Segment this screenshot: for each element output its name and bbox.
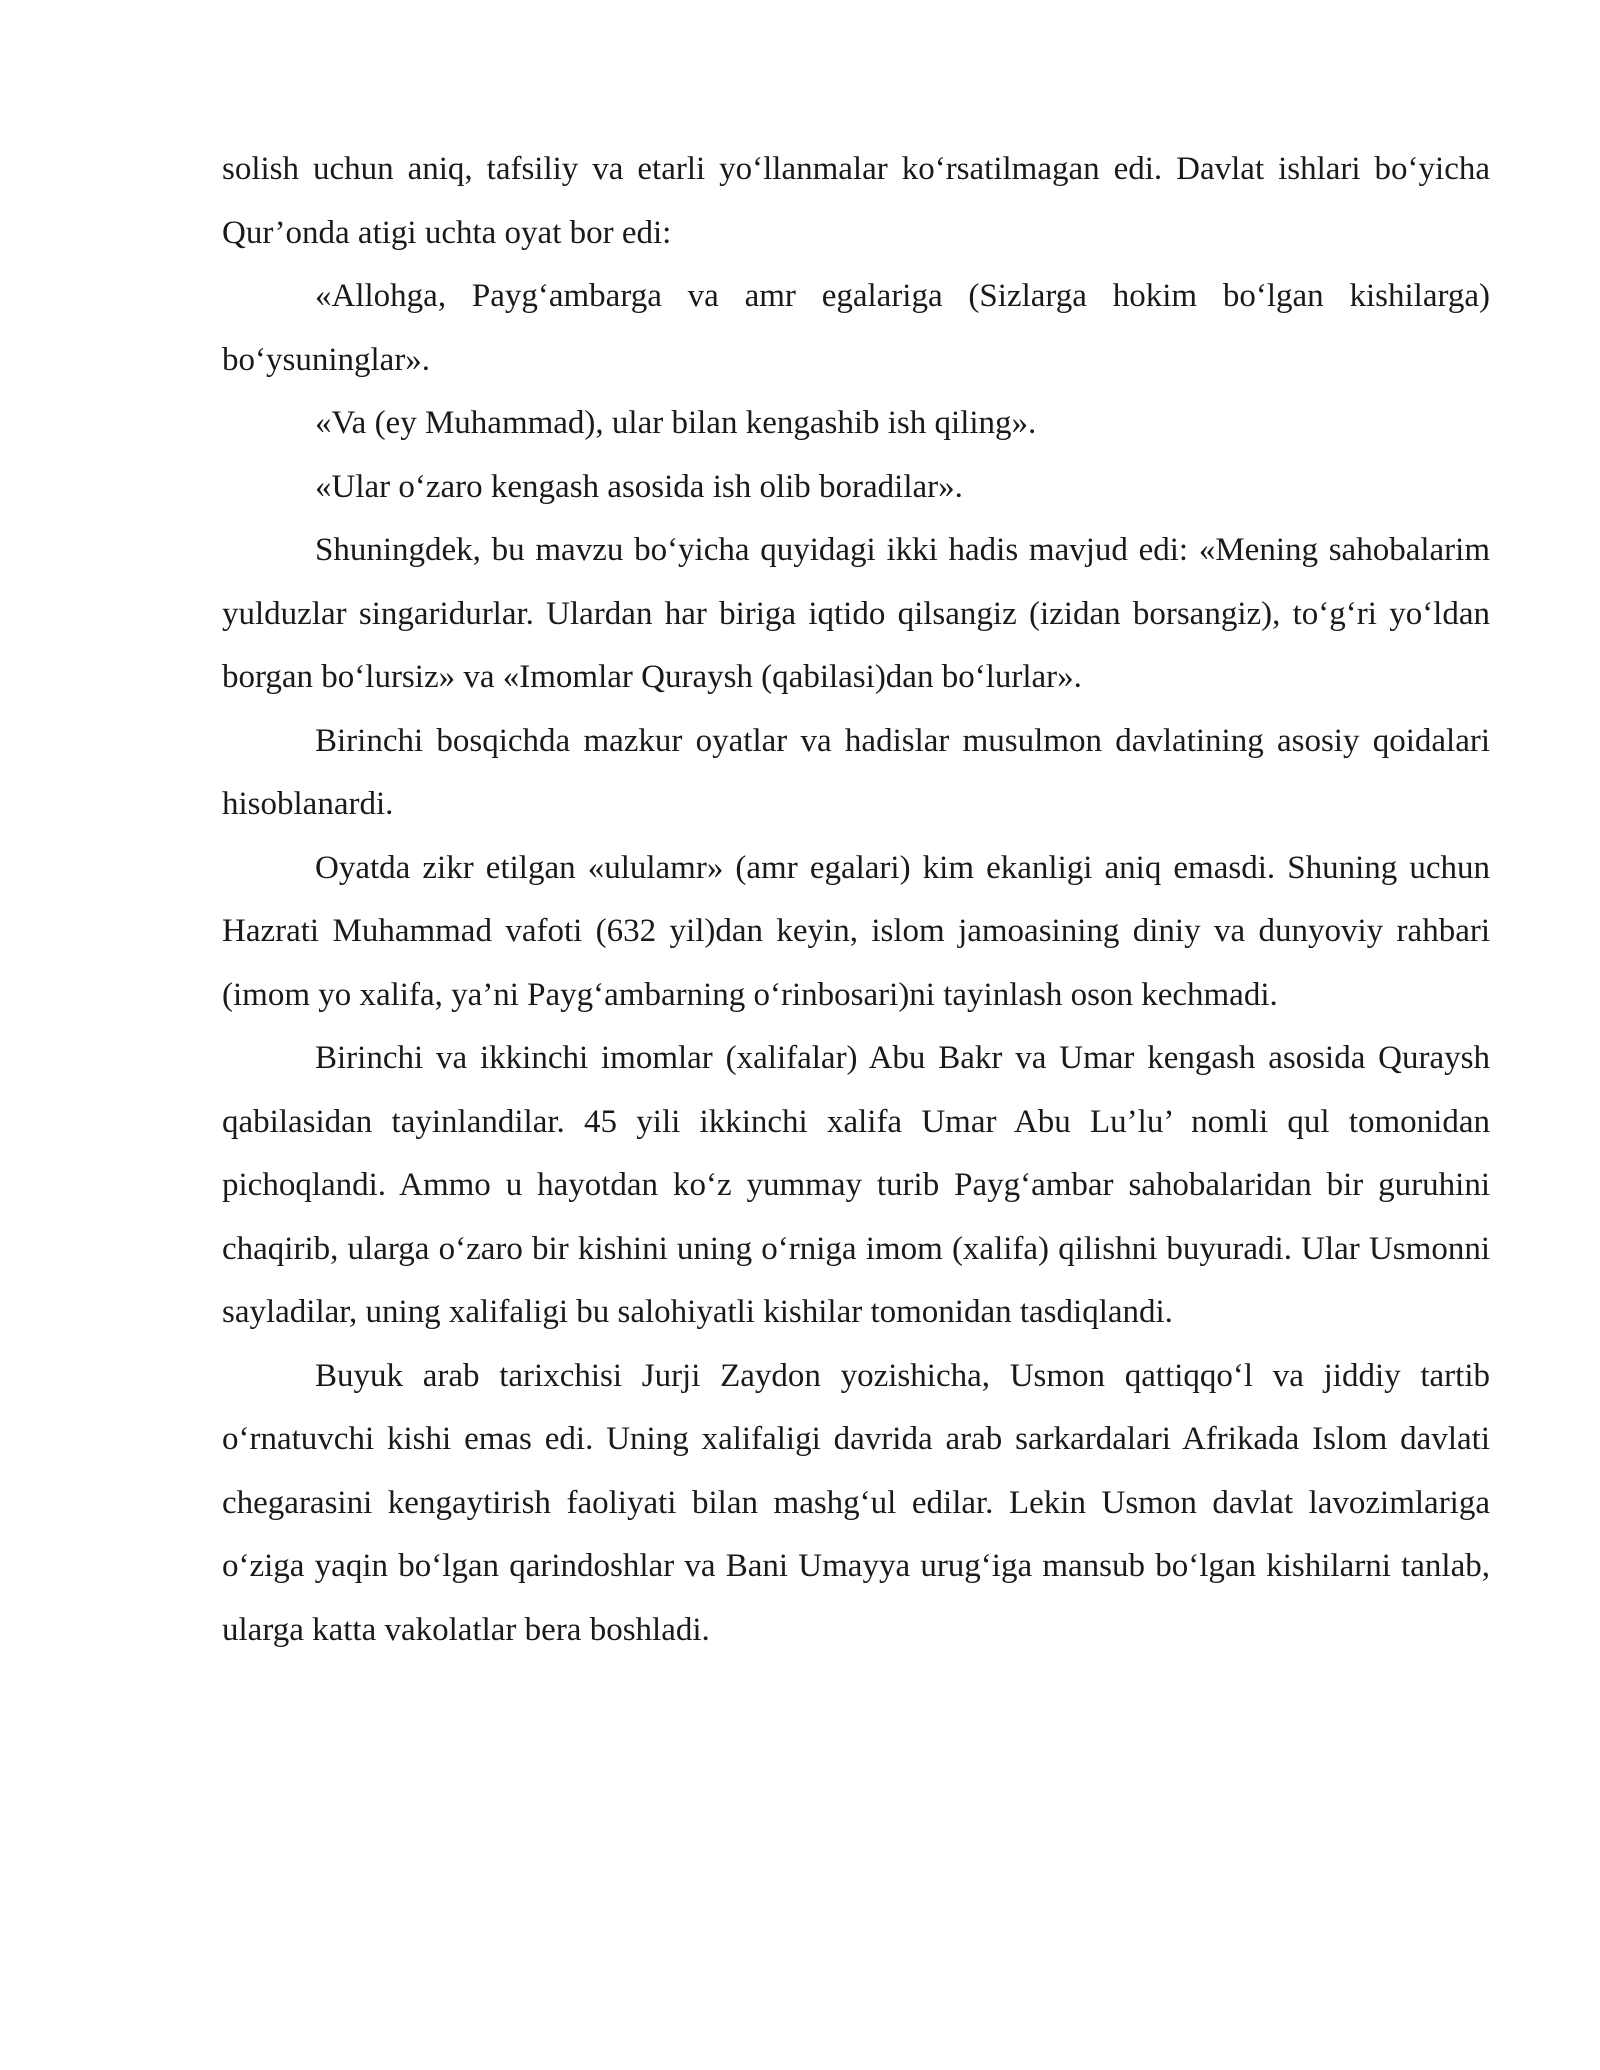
paragraph-ululamr: Oyatda zikr etilgan «ululamr» (amr egalari) kim ekanligi aniq emasdi. Shuning uchun Hazrati Muhammad vafoti (632 yil)dan keyin, islom jamoasining diniy va dunyoviy rahbari (imom yo xalifa, ya’ni Payg‘ambarning o‘rinbosari)ni tayinlash oson kechmadi. [222, 849, 1490, 1013]
paragraph-quote-verse-2: «Va (ey Muhammad), ular bilan kengashib ish qiling». [315, 405, 1037, 441]
document-body [222, 138, 1490, 1662]
paragraph-jurji-zaydon: Buyuk arab tarixchisi Jurji Zaydon yozishicha, Usmon qattiqqo‘l va jiddiy tartib o‘rnatuvchi kishi emas edi. Uning xalifaligi davrida arab sarkardalari Afrikada Islom davlati chegarasini kengaytirish faoliyati bilan mashg‘ul edilar. Lekin Usmon davlat lavozimlariga o‘ziga yaqin bo‘lgan qarindoshlar va Bani Umayya urug‘iga mansub bo‘lgan kishilarni tanlab, ularga katta vakolatlar bera boshladi. [222, 1357, 1490, 1648]
paragraph-continuation: solish uchun aniq, tafsiliy va etarli yo‘llanmalar ko‘rsatilmagan edi. Davlat ishlari bo‘yicha Qur’onda atigi uchta oyat bor edi: [222, 151, 1490, 251]
paragraph-first-stage: Birinchi bosqichda mazkur oyatlar va hadislar musulmon davlatining asosiy qoidalari hisoblanardi. [222, 722, 1490, 822]
paragraph-quote-verse-3: «Ular o‘zaro kengash asosida ish olib boradilar». [315, 468, 963, 505]
paragraph-quote-verse-1: «Allohga, Payg‘ambarga va amr egalariga (Sizlarga hokim bo‘lgan kishilarga) bo‘ysuninglar». [222, 278, 1490, 378]
paragraph-hadith: Shuningdek, bu mavzu bo‘yicha quyidagi ikki hadis mavjud edi: «Mening sahobalarim yulduzlar singaridurlar. Ulardan har biriga iqtido qilsangiz (izidan borsangiz), to‘g‘ri yo‘ldan borgan bo‘lursiz» va «Imomlar Quraysh (qabilasi)dan bo‘lurlar». [222, 532, 1490, 695]
paragraph-caliphs: Birinchi va ikkinchi imomlar (xalifalar) Abu Bakr va Umar kengash asosida Quraysh qabilasidan tayinlandilar. 45 yili ikkinchi xalifa Umar Abu Lu’lu’ nomli qul tomonidan pichoqlandi. Ammo u hayotdan ko‘z yummay turib Payg‘ambar sahobalaridan bir guruhini chaqirib, ularga o‘zaro bir kishini uning o‘rniga imom (xalifa) qilishni buyuradi. Ular Usmonni sayladilar, uning xalifaligi bu salohiyatli kishilar tomonidan tasdiqlandi. [222, 1040, 1490, 1330]
